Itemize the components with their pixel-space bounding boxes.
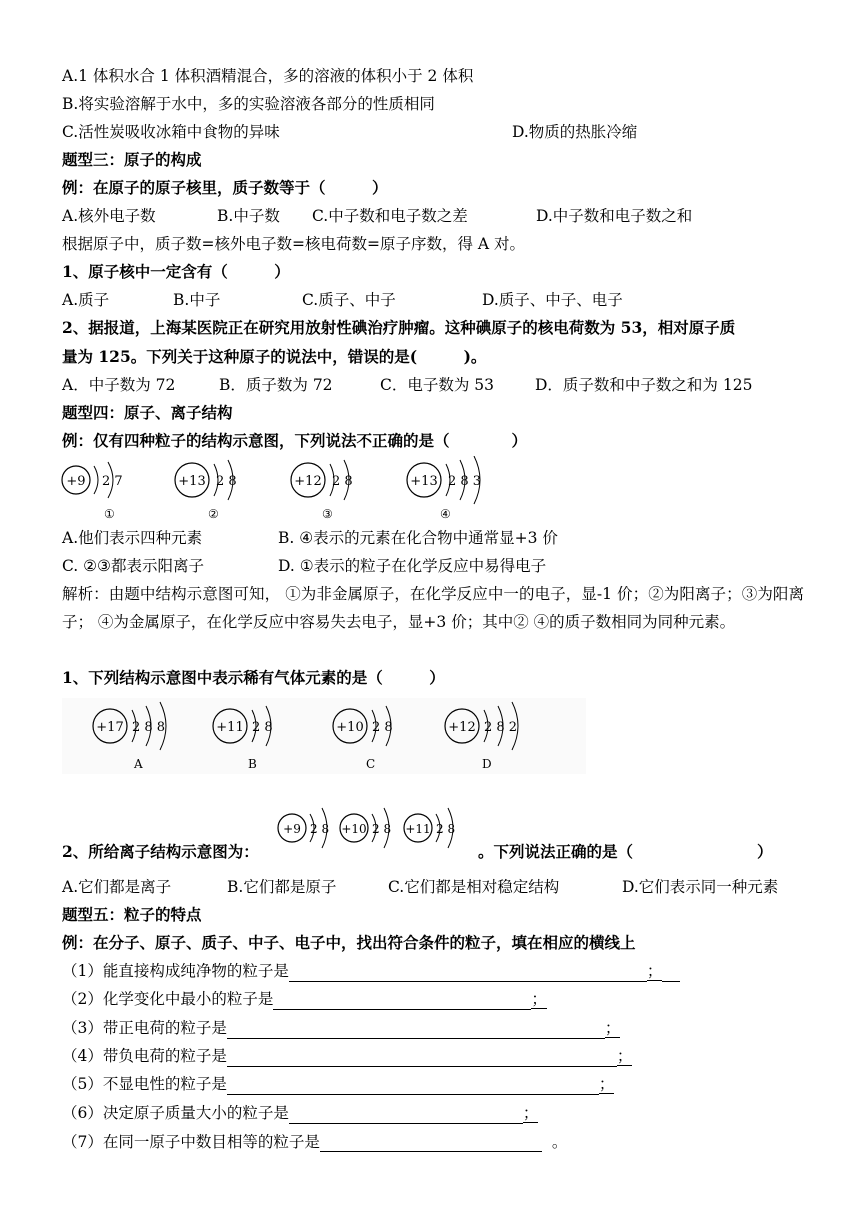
topic3-q2-option-d: D．质子数和中子数之和为 125 <box>535 376 753 394</box>
fill-blank-4[interactable] <box>227 1050 617 1067</box>
fill-item-4-text: （4）带负电荷的粒子是 <box>62 1047 227 1065</box>
topic4-q2-option-a: A.它们都是离子 <box>62 878 172 896</box>
topic4-q2-option-d: D.它们表示同一种元素 <box>622 878 779 896</box>
q2-diagram-1-shells: 2 8 <box>310 822 330 836</box>
fill-item-7-end: 。 <box>551 1133 568 1151</box>
fill-item-1 <box>62 961 680 982</box>
fill-item-3-text: （3）带正电荷的粒子是 <box>62 1019 227 1037</box>
fill-blank-1[interactable] <box>289 965 647 982</box>
q1-diagram-c-shells: 2 8 <box>372 720 393 735</box>
fill-blank-6[interactable] <box>289 1107 523 1124</box>
topic4-example-diagrams <box>58 456 528 524</box>
q2-diagram-2-nucleus: +10 <box>341 822 367 836</box>
q1-diagram-b-shells: 2 8 <box>252 720 273 735</box>
topic3-q2-line1: 2、据报道，上海某医院正在研究用放射性碘治疗肿瘤。这种碘原子的核电荷数为 53，相对原子质 <box>62 318 736 337</box>
fill-item-6-text: （6）决定原子质量大小的粒子是 <box>62 1104 289 1122</box>
diagram-4-shells: 2 8 3 <box>448 474 482 489</box>
topic3-q1: 1、原子核中一定含有（ ） <box>62 262 290 281</box>
diagram-4-nucleus: +13 <box>410 474 438 489</box>
topic4-ex-option-d: D. ①表示的粒子在化学反应中易得电子 <box>278 557 547 575</box>
fill-item-4 <box>62 1046 632 1067</box>
topic4-ex-option-b: B. ④表示的元素在化合物中通常显+3 价 <box>278 529 558 547</box>
atom-diagram-1 <box>62 462 123 521</box>
topic3-q2-option-a: A．中子数为 72 <box>62 376 176 394</box>
atom-diagram-4 <box>407 456 481 521</box>
q2-diagram-3-shells: 2 8 <box>436 822 456 836</box>
atom-diagram-2 <box>175 460 237 521</box>
fill-item-5 <box>62 1074 614 1095</box>
diagram-2-shells: 2 8 <box>216 474 237 489</box>
fill-blank-3[interactable] <box>227 1022 605 1039</box>
q1-diagram-a-nucleus: +17 <box>96 720 124 735</box>
topic4-ex-option-c: C. ②③都表示阳离子 <box>62 557 204 575</box>
q2-diagram-2 <box>340 808 391 848</box>
prev-option-d: D.物质的热胀冷缩 <box>512 123 638 141</box>
q2-diagram-2-shells: 2 8 <box>372 822 392 836</box>
diagram-1-shells: 2 7 <box>102 474 123 489</box>
topic3-q1-option-a: A.质子 <box>62 291 110 309</box>
q2-diagram-1-nucleus: +9 <box>283 822 301 836</box>
fill-item-2 <box>62 989 547 1010</box>
fill-item-5-end: ； <box>598 1075 615 1093</box>
diagram-3-nucleus: +12 <box>294 474 322 489</box>
fill-item-4-end: ； <box>616 1047 633 1065</box>
topic3-q1-option-b: B.中子 <box>173 291 221 309</box>
topic3-ex-option-b: B.中子数 <box>217 207 280 225</box>
fill-item-1-end: ； <box>646 962 663 980</box>
diagram-4-label: ④ <box>440 507 451 521</box>
q1-diagram-c-label: C <box>366 757 376 771</box>
prev-option-b: B.将实验溶解于水中，多的实验溶液各部分的性质相同 <box>62 95 435 113</box>
topic5-heading: 题型五：粒子的特点 <box>62 905 202 924</box>
topic3-heading: 题型三：原子的构成 <box>62 150 202 169</box>
topic4-ex-option-a: A.他们表示四种元素 <box>62 529 203 547</box>
topic3-q2-option-c: C．电子数为 53 <box>380 376 495 394</box>
fill-item-5-text: （5）不显电性的粒子是 <box>62 1075 227 1093</box>
q2-diagram-3-nucleus: +11 <box>405 822 431 836</box>
diagram-3-label: ③ <box>322 507 333 521</box>
topic3-q1-option-d: D.质子、中子、电子 <box>482 291 623 309</box>
topic4-example: 例：仅有四种粒子的结构示意图，下列说法不正确的是（ ） <box>62 431 528 450</box>
q1-diagram-a-label: A <box>134 757 143 771</box>
topic3-ex-option-d: D.中子数和电子数之和 <box>536 207 693 225</box>
fill-item-7 <box>62 1132 567 1152</box>
topic3-example: 例：在原子的原子核里，质子数等于（ ） <box>62 178 388 197</box>
topic4-q2-suffix: 。下列说法正确的是（ ） <box>478 842 773 861</box>
diagram-2-label: ② <box>208 507 219 521</box>
q1-diagram-a-shells: 2 8 8 <box>132 720 166 735</box>
topic4-q1-diagrams <box>62 698 586 774</box>
topic4-analysis: 解析：由题中结构示意图可知， ①为非金属原子，在化学反应中一的电子，显-1 价；②为阳离子；③为阳离子； ④为金属原子，在化学反应中容易失去电子，显+3 价；其中② ④的质子数相同为同种元素。 <box>62 585 804 631</box>
topic3-q2-option-b: B．质子数为 72 <box>219 376 333 394</box>
topic4-heading: 题型四：原子、离子结构 <box>62 403 233 422</box>
fill-blank-5[interactable] <box>227 1078 599 1095</box>
fill-item-3 <box>62 1018 620 1039</box>
topic4-q2-option-c: C.它们都是相对稳定结构 <box>388 878 560 896</box>
q2-diagram-1 <box>278 808 329 848</box>
topic3-q2-line2: 量为 125。下列关于这种原子的说法中，错误的是( )。 <box>62 347 487 366</box>
topic3-ex-option-c: C.中子数和电子数之差 <box>312 207 468 225</box>
fill-item-3-end: ； <box>604 1019 621 1037</box>
q1-diagram-c-nucleus: +10 <box>336 720 364 735</box>
topic3-ex-option-a: A.核外电子数 <box>62 207 156 225</box>
fill-blank-2[interactable] <box>273 993 531 1010</box>
diagram-1-label: ① <box>104 507 115 521</box>
diagram-2-nucleus: +13 <box>178 474 206 489</box>
fill-item-6 <box>62 1103 538 1124</box>
diagram-3-shells: 2 8 <box>332 474 353 489</box>
topic3-q1-option-c: C.质子、中子 <box>302 291 396 309</box>
topic4-q2-diagrams <box>274 796 474 862</box>
topic3-ex-explanation: 根据原子中，质子数=核外电子数=核电荷数=原子序数，得 A 对。 <box>62 235 526 253</box>
topic4-q2-prefix: 2、所给离子结构示意图为： <box>62 842 259 861</box>
topic5-example: 例：在分子、原子、质子、中子、电子中，找出符合条件的粒子，填在相应的横线上 <box>62 933 636 952</box>
q1-diagram-b-label: B <box>248 757 257 771</box>
q1-diagram-d-label: D <box>482 757 492 771</box>
fill-blank-7[interactable] <box>320 1135 542 1152</box>
topic4-q2-option-b: B.它们都是原子 <box>227 878 337 896</box>
q1-diagram-b-nucleus: +11 <box>216 720 244 735</box>
fill-item-1-text: （1）能直接构成纯净物的粒子是 <box>62 962 289 980</box>
diagram-1-nucleus: +9 <box>66 474 86 489</box>
q2-diagram-3 <box>404 808 455 848</box>
fill-item-2-end: ； <box>531 990 547 1008</box>
prev-option-a: A.1 体积水合 1 体积酒精混合，多的溶液的体积小于 2 体积 <box>62 67 474 85</box>
q1-diagram-d-nucleus: +12 <box>448 720 476 735</box>
fill-item-7-text: （7）在同一原子中数目相等的粒子是 <box>62 1133 320 1151</box>
fill-item-2-text: （2）化学变化中最小的粒子是 <box>62 990 274 1008</box>
q1-diagram-d-shells: 2 8 2 <box>484 720 518 735</box>
topic4-q1: 1、下列结构示意图中表示稀有气体元素的是（ ） <box>62 668 445 687</box>
prev-option-c: C.活性炭吸收冰箱中食物的异味 <box>62 123 280 141</box>
fill-item-6-end: ； <box>522 1104 539 1122</box>
atom-diagram-3 <box>291 460 353 521</box>
